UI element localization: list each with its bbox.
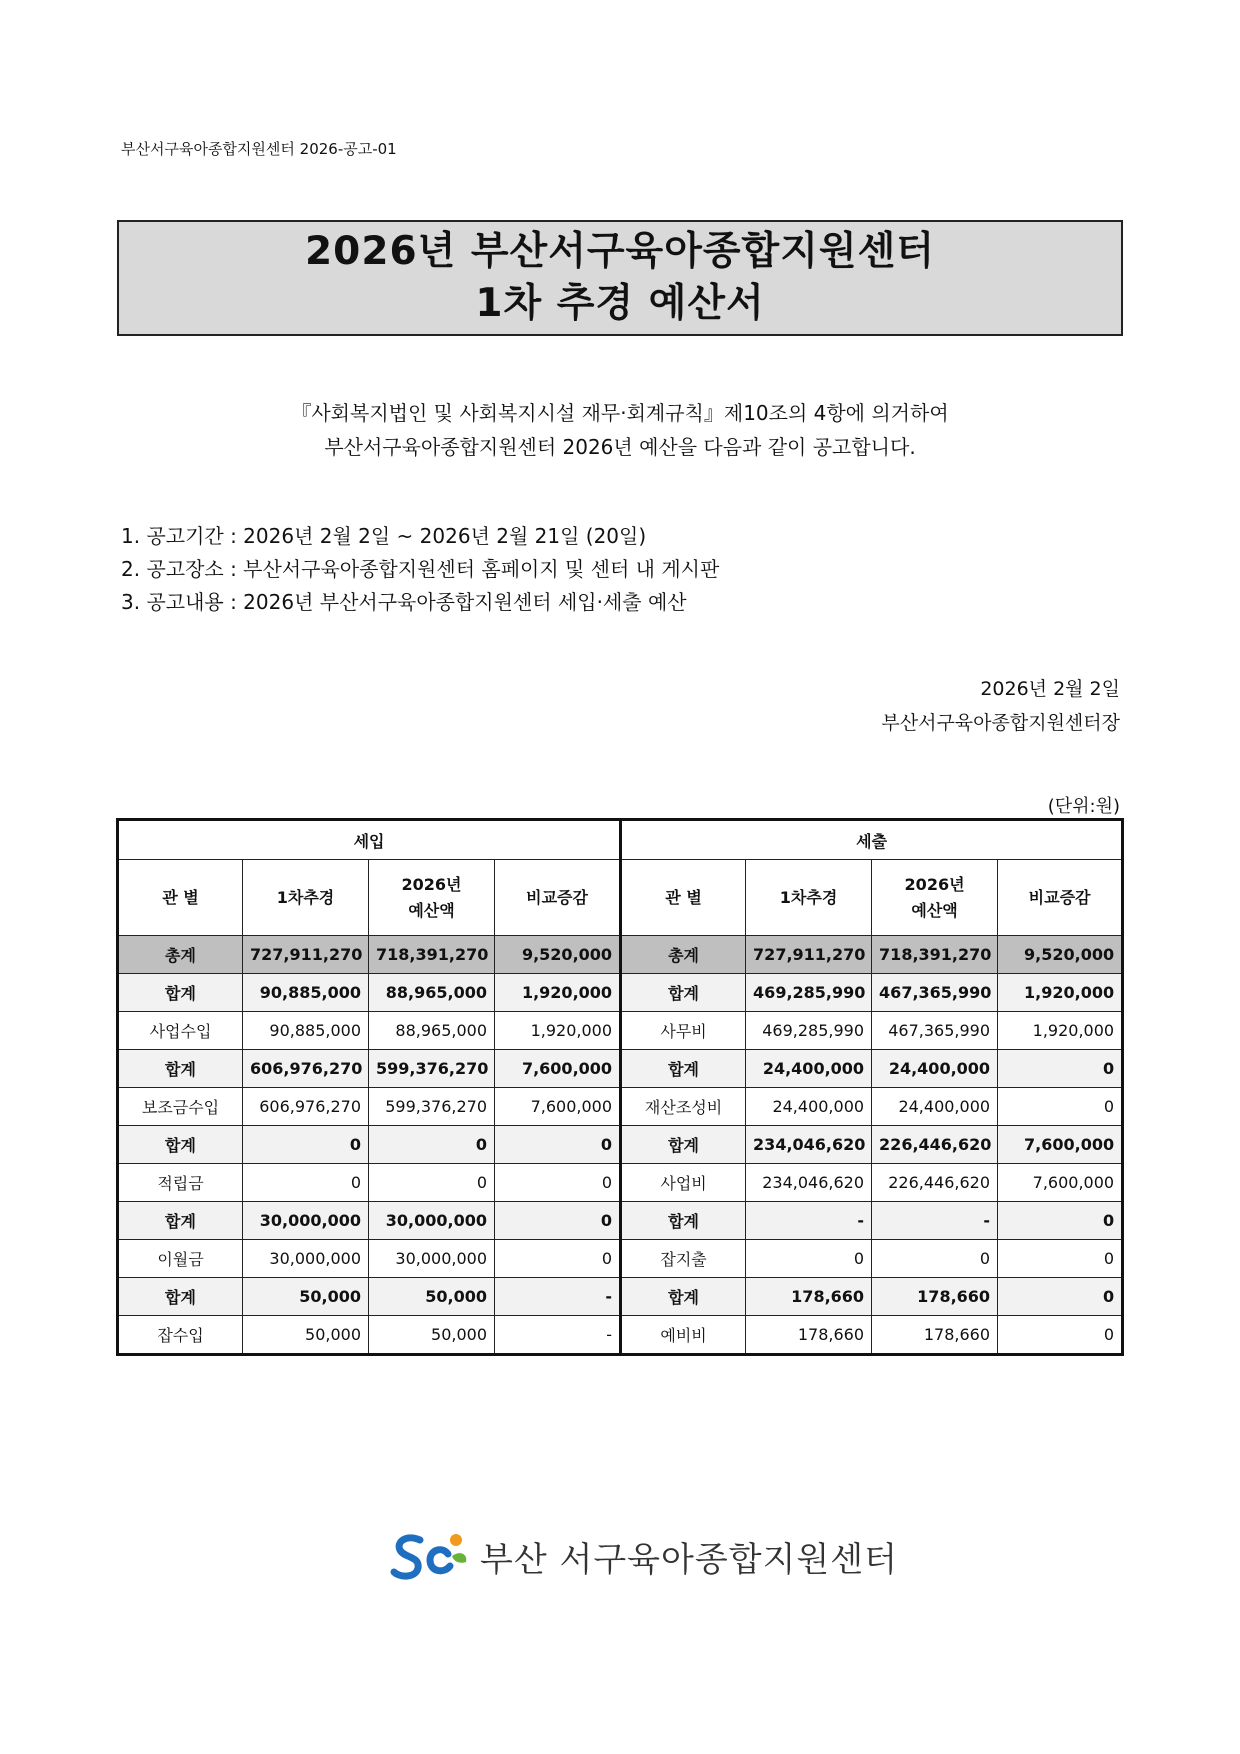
table-row bbox=[118, 1126, 1123, 1164]
expense-budget-cell: 718,391,270 bbox=[872, 936, 998, 974]
revenue-diff-cell: 0 bbox=[495, 1202, 621, 1240]
revenue-category-cell: 합계 bbox=[118, 974, 243, 1012]
revenue-category-cell: 합계 bbox=[118, 1278, 243, 1316]
expense-diff-cell: 9,520,000 bbox=[998, 936, 1123, 974]
date-signature bbox=[881, 672, 1120, 740]
budget-table-body bbox=[118, 936, 1123, 1355]
expense-revised-cell: 0 bbox=[746, 1240, 872, 1278]
col-header-diff: 비교증감 bbox=[998, 860, 1123, 936]
expense-category-cell: 사업비 bbox=[621, 1164, 746, 1202]
intro-text bbox=[117, 396, 1123, 464]
unit-label: (단위:원) bbox=[1047, 796, 1120, 817]
notice-items bbox=[121, 520, 719, 619]
title-box bbox=[117, 220, 1123, 336]
table-row bbox=[118, 1012, 1123, 1050]
expense-diff-cell: 0 bbox=[998, 1202, 1123, 1240]
revenue-category-cell: 총계 bbox=[118, 936, 243, 974]
intro-line-1: 『사회복지법인 및 사회복지시설 재무·회계규칙』제10조의 4항에 의거하여 bbox=[291, 401, 949, 425]
revenue-diff-cell: 0 bbox=[495, 1240, 621, 1278]
table-row bbox=[118, 936, 1123, 974]
expense-category-cell: 합계 bbox=[621, 1202, 746, 1240]
col-header-budget bbox=[872, 860, 998, 936]
expense-revised-cell: 24,400,000 bbox=[746, 1050, 872, 1088]
expense-budget-cell: - bbox=[872, 1202, 998, 1240]
budget-table bbox=[116, 818, 1124, 1356]
revenue-category-cell: 이월금 bbox=[118, 1240, 243, 1278]
expense-revised-cell: 234,046,620 bbox=[746, 1164, 872, 1202]
col-header-budget-line1: 2026년 bbox=[401, 874, 462, 894]
expense-revised-cell: 469,285,990 bbox=[746, 974, 872, 1012]
table-group-header bbox=[118, 820, 1123, 860]
revenue-category-cell: 합계 bbox=[118, 1202, 243, 1240]
revenue-revised-cell: 30,000,000 bbox=[243, 1202, 369, 1240]
center-logo-icon bbox=[390, 1528, 470, 1584]
revenue-diff-cell: 1,920,000 bbox=[495, 1012, 621, 1050]
revenue-revised-cell: 50,000 bbox=[243, 1278, 369, 1316]
revenue-budget-cell: 0 bbox=[369, 1164, 495, 1202]
col-header-budget-line1: 2026년 bbox=[904, 874, 965, 894]
revenue-diff-cell: 7,600,000 bbox=[495, 1088, 621, 1126]
revenue-revised-cell: 606,976,270 bbox=[243, 1050, 369, 1088]
revenue-budget-cell: 50,000 bbox=[369, 1316, 495, 1355]
revenue-diff-cell: 9,520,000 bbox=[495, 936, 621, 974]
table-row bbox=[118, 1240, 1123, 1278]
revenue-category-cell: 합계 bbox=[118, 1050, 243, 1088]
expense-revised-cell: 178,660 bbox=[746, 1278, 872, 1316]
revenue-category-cell: 사업수입 bbox=[118, 1012, 243, 1050]
footer-org-name: 부산 서구육아종합지원센터 bbox=[480, 1539, 898, 1580]
expense-revised-cell: 234,046,620 bbox=[746, 1126, 872, 1164]
revenue-category-cell: 합계 bbox=[118, 1126, 243, 1164]
expense-diff-cell: 0 bbox=[998, 1240, 1123, 1278]
revenue-revised-cell: 90,885,000 bbox=[243, 974, 369, 1012]
intro-line-2: 부산서구육아종합지원센터 2026년 예산을 다음과 같이 공고합니다. bbox=[324, 435, 916, 459]
expense-diff-cell: 7,600,000 bbox=[998, 1126, 1123, 1164]
notice-item-content: 3. 공고내용 : 2026년 부산서구육아종합지원센터 세입·세출 예산 bbox=[121, 590, 687, 614]
revenue-group-header: 세입 bbox=[118, 820, 621, 860]
revenue-category-cell: 적립금 bbox=[118, 1164, 243, 1202]
revenue-budget-cell: 30,000,000 bbox=[369, 1202, 495, 1240]
expense-budget-cell: 226,446,620 bbox=[872, 1164, 998, 1202]
table-row bbox=[118, 974, 1123, 1012]
expense-budget-cell: 467,365,990 bbox=[872, 974, 998, 1012]
expense-revised-cell: 727,911,270 bbox=[746, 936, 872, 974]
revenue-diff-cell: - bbox=[495, 1316, 621, 1355]
expense-budget-cell: 24,400,000 bbox=[872, 1050, 998, 1088]
table-row bbox=[118, 1050, 1123, 1088]
notice-date: 2026년 2월 2일 bbox=[980, 678, 1120, 700]
revenue-diff-cell: 0 bbox=[495, 1164, 621, 1202]
expense-category-cell: 사무비 bbox=[621, 1012, 746, 1050]
revenue-revised-cell: 606,976,270 bbox=[243, 1088, 369, 1126]
revenue-revised-cell: 30,000,000 bbox=[243, 1240, 369, 1278]
expense-budget-cell: 178,660 bbox=[872, 1316, 998, 1355]
document-number: 부산서구육아종합지원센터 2026-공고-01 bbox=[121, 140, 397, 158]
expense-category-cell: 잡지출 bbox=[621, 1240, 746, 1278]
title-line-1: 2026년 부산서구육아종합지원센터 bbox=[305, 229, 935, 274]
expense-diff-cell: 0 bbox=[998, 1316, 1123, 1355]
expense-group-header: 세출 bbox=[621, 820, 1123, 860]
expense-revised-cell: 178,660 bbox=[746, 1316, 872, 1355]
revenue-budget-cell: 30,000,000 bbox=[369, 1240, 495, 1278]
revenue-diff-cell: 7,600,000 bbox=[495, 1050, 621, 1088]
col-header-diff: 비교증감 bbox=[495, 860, 621, 936]
expense-category-cell: 합계 bbox=[621, 1126, 746, 1164]
table-row bbox=[118, 1164, 1123, 1202]
col-header-category: 관 별 bbox=[118, 860, 243, 936]
revenue-budget-cell: 0 bbox=[369, 1126, 495, 1164]
expense-diff-cell: 0 bbox=[998, 1050, 1123, 1088]
expense-budget-cell: 467,365,990 bbox=[872, 1012, 998, 1050]
revenue-budget-cell: 88,965,000 bbox=[369, 1012, 495, 1050]
revenue-category-cell: 보조금수입 bbox=[118, 1088, 243, 1126]
notice-item-period: 1. 공고기간 : 2026년 2월 2일 ~ 2026년 2월 21일 (20일) bbox=[121, 524, 647, 548]
expense-category-cell: 총계 bbox=[621, 936, 746, 974]
col-header-budget-line2: 예산액 bbox=[911, 900, 958, 920]
expense-diff-cell: 7,600,000 bbox=[998, 1164, 1123, 1202]
col-header-budget bbox=[369, 860, 495, 936]
revenue-revised-cell: 0 bbox=[243, 1126, 369, 1164]
expense-category-cell: 합계 bbox=[621, 1278, 746, 1316]
revenue-diff-cell: 0 bbox=[495, 1126, 621, 1164]
expense-budget-cell: 178,660 bbox=[872, 1278, 998, 1316]
table-row bbox=[118, 1202, 1123, 1240]
expense-revised-cell: 469,285,990 bbox=[746, 1012, 872, 1050]
expense-diff-cell: 1,920,000 bbox=[998, 974, 1123, 1012]
table-column-header bbox=[118, 860, 1123, 936]
expense-diff-cell: 0 bbox=[998, 1088, 1123, 1126]
title-line-2: 1차 추경 예산서 bbox=[475, 281, 765, 326]
notice-item-place: 2. 공고장소 : 부산서구육아종합지원센터 홈페이지 및 센터 내 게시판 bbox=[121, 557, 720, 581]
col-header-revised: 1차추경 bbox=[746, 860, 872, 936]
revenue-diff-cell: - bbox=[495, 1278, 621, 1316]
revenue-budget-cell: 599,376,270 bbox=[369, 1050, 495, 1088]
expense-category-cell: 합계 bbox=[621, 1050, 746, 1088]
revenue-category-cell: 잡수입 bbox=[118, 1316, 243, 1355]
expense-revised-cell: - bbox=[746, 1202, 872, 1240]
revenue-budget-cell: 50,000 bbox=[369, 1278, 495, 1316]
table-row bbox=[118, 1316, 1123, 1355]
expense-category-cell: 재산조성비 bbox=[621, 1088, 746, 1126]
revenue-revised-cell: 50,000 bbox=[243, 1316, 369, 1355]
expense-budget-cell: 0 bbox=[872, 1240, 998, 1278]
expense-category-cell: 합계 bbox=[621, 974, 746, 1012]
col-header-budget-line2: 예산액 bbox=[408, 900, 455, 920]
expense-category-cell: 예비비 bbox=[621, 1316, 746, 1355]
revenue-budget-cell: 718,391,270 bbox=[369, 936, 495, 974]
table-row bbox=[118, 1278, 1123, 1316]
revenue-budget-cell: 88,965,000 bbox=[369, 974, 495, 1012]
expense-diff-cell: 1,920,000 bbox=[998, 1012, 1123, 1050]
col-header-category: 관 별 bbox=[621, 860, 746, 936]
signer: 부산서구육아종합지원센터장 bbox=[881, 712, 1120, 734]
revenue-diff-cell: 1,920,000 bbox=[495, 974, 621, 1012]
revenue-revised-cell: 727,911,270 bbox=[243, 936, 369, 974]
expense-revised-cell: 24,400,000 bbox=[746, 1088, 872, 1126]
revenue-revised-cell: 0 bbox=[243, 1164, 369, 1202]
expense-budget-cell: 226,446,620 bbox=[872, 1126, 998, 1164]
revenue-budget-cell: 599,376,270 bbox=[369, 1088, 495, 1126]
expense-diff-cell: 0 bbox=[998, 1278, 1123, 1316]
footer-logo bbox=[390, 1528, 898, 1584]
table-row bbox=[118, 1088, 1123, 1126]
expense-budget-cell: 24,400,000 bbox=[872, 1088, 998, 1126]
col-header-revised: 1차추경 bbox=[243, 860, 369, 936]
revenue-revised-cell: 90,885,000 bbox=[243, 1012, 369, 1050]
